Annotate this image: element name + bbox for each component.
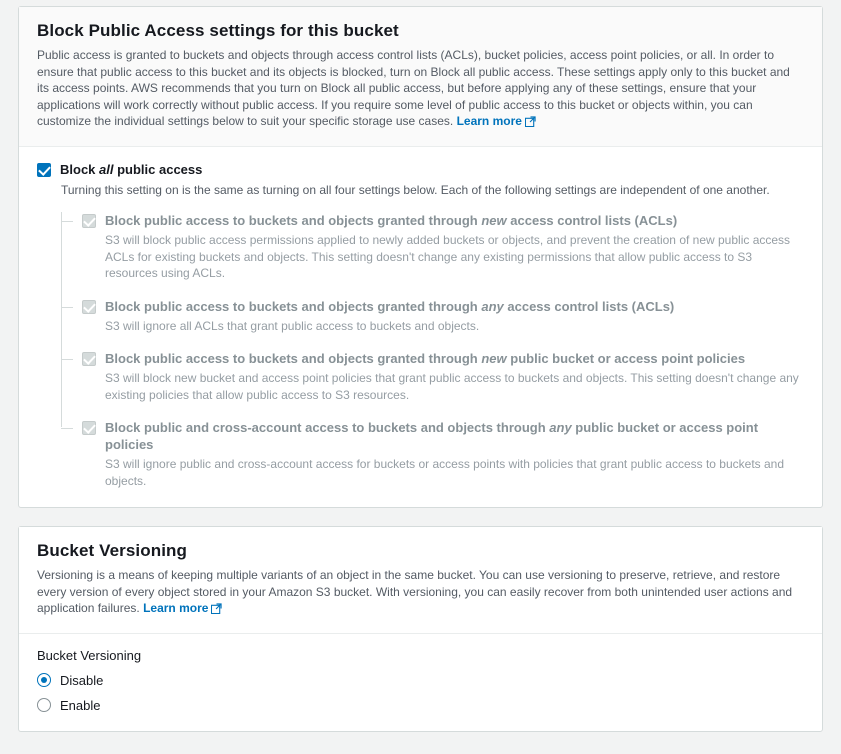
external-link-icon <box>525 115 536 132</box>
label-prefix: Block <box>60 161 100 177</box>
check-icon <box>83 352 96 365</box>
bucket-versioning-option-enable[interactable] <box>37 698 804 713</box>
label-emphasis: new <box>481 351 507 366</box>
tree-elbow <box>61 221 73 222</box>
sub-setting-new-policies-checkbox[interactable] <box>82 352 96 366</box>
sub-setting-any-acls-checkbox[interactable] <box>82 300 96 314</box>
bucket-versioning-body <box>19 634 822 731</box>
block-public-access-card <box>18 6 823 508</box>
block-public-access-body <box>19 147 822 508</box>
sub-setting-any-policies-row[interactable] <box>82 419 804 453</box>
bucket-versioning-header <box>19 527 822 634</box>
block-all-public-access-label <box>60 161 202 178</box>
tree-elbow <box>61 359 73 360</box>
sub-setting-new-acls-description: S3 will block public access permissions applied to newly added buckets or objects, and prevent the creation of new public access ACLs for existing buckets and objects. This setting doesn't change any existing permissions that allow public access to S3 resources using ACLs. <box>105 233 791 280</box>
tree-elbow <box>61 428 73 429</box>
sub-setting-any-acls-description: S3 will ignore all ACLs that grant public access to buckets and objects. <box>105 318 480 333</box>
sub-setting-any-policies <box>61 419 804 489</box>
sub-setting-any-acls <box>61 298 804 335</box>
block-public-access-description <box>37 47 804 132</box>
radio-disable[interactable] <box>37 673 51 687</box>
block-public-access-title: Block Public Access settings for this bucket <box>37 21 399 40</box>
bucket-versioning-card <box>18 526 823 732</box>
label-suffix: public bucket or access point policies <box>105 420 759 452</box>
sub-setting-any-acls-label <box>105 298 674 315</box>
block-all-public-access-note: Turning this setting on is the same as turning on all four settings below. Each of the following settings are independent of one another. <box>61 182 770 197</box>
bucket-versioning-field-label: Bucket Versioning <box>37 647 142 663</box>
label-prefix: Block public access to buckets and objects granted through <box>105 351 482 366</box>
sub-setting-any-acls-row[interactable] <box>82 298 804 315</box>
check-icon <box>83 214 96 227</box>
sub-setting-new-acls <box>61 212 804 282</box>
block-public-access-header <box>19 7 822 147</box>
label-suffix: access control lists (ACLs) <box>506 213 678 228</box>
sub-setting-new-policies-description: S3 will block new bucket and access point policies that grant public access to buckets and objects. This setting doesn't change any existing policies that allow public access to S3 resources. <box>105 371 799 402</box>
label-suffix: public access <box>113 161 203 177</box>
sub-settings-tree <box>61 212 804 489</box>
label-prefix: Block public access to buckets and objects granted through <box>105 213 482 228</box>
sub-setting-new-policies <box>61 350 804 403</box>
bucket-versioning-option-disable[interactable] <box>37 673 804 688</box>
radio-disable-label: Disable <box>60 672 104 688</box>
bucket-versioning-description <box>37 567 804 619</box>
bucket-versioning-description-text: Versioning is a means of keeping multiple variants of an object in the same bucket. You can use versioning to preserve, retrieve, and restore every version of every object stored in your Amazon S3 bucket. With versioning, you can easily recover from both unintended user actions and application failures. <box>37 568 793 615</box>
sub-setting-any-policies-checkbox[interactable] <box>82 421 96 435</box>
block-all-public-access-row[interactable] <box>37 161 804 178</box>
label-emphasis: any <box>549 420 572 435</box>
sub-setting-new-policies-row[interactable] <box>82 350 804 367</box>
label-suffix: access control lists (ACLs) <box>503 298 675 314</box>
radio-enable-label: Enable <box>60 697 101 713</box>
external-link-icon <box>211 602 222 619</box>
sub-setting-new-acls-checkbox[interactable] <box>82 214 96 228</box>
label-prefix: Block public access to buckets and objects granted through <box>105 298 482 314</box>
label-emphasis: new <box>481 213 507 228</box>
block-public-access-description-text: Public access is granted to buckets and objects through access control lists (ACLs), bucket policies, access point policies, or all. In order to ensure that public access to this bucket and its objects is blocked, turn on Block all public access. These settings apply only to this bucket and its access points. AWS recommends that you turn on Block all public access, but before applying any of these settings, ensure that your applications will work correctly without public access. If you require some level of public access to this bucket or objects within, you can customize the individual settings below to suit your specific storage use cases. <box>37 48 790 128</box>
check-icon <box>83 421 96 434</box>
bucket-versioning-title: Bucket Versioning <box>37 541 188 560</box>
tree-elbow <box>61 307 73 308</box>
label-suffix: public bucket or access point policies <box>506 351 746 366</box>
sub-setting-new-acls-row[interactable] <box>82 212 804 229</box>
sub-setting-any-policies-label <box>105 419 804 453</box>
sub-setting-new-policies-label <box>105 350 745 367</box>
label-prefix: Block public and cross-account access to buckets and objects through <box>105 420 550 435</box>
label-emphasis: all <box>99 161 114 177</box>
radio-enable[interactable] <box>37 698 51 712</box>
block-public-access-learn-more-link[interactable] <box>457 114 536 128</box>
check-icon <box>83 300 96 313</box>
sub-setting-any-policies-description: S3 will ignore public and cross-account access for buckets or access points with policies that grant public access to buckets and objects. <box>105 457 785 488</box>
label-emphasis: any <box>481 298 504 314</box>
sub-setting-new-acls-label <box>105 212 677 229</box>
learn-more-label: Learn more <box>143 601 209 615</box>
check-icon <box>38 163 51 176</box>
bucket-versioning-learn-more-link[interactable] <box>143 601 222 615</box>
learn-more-label: Learn more <box>456 114 522 128</box>
block-all-public-access-checkbox[interactable] <box>37 163 51 177</box>
